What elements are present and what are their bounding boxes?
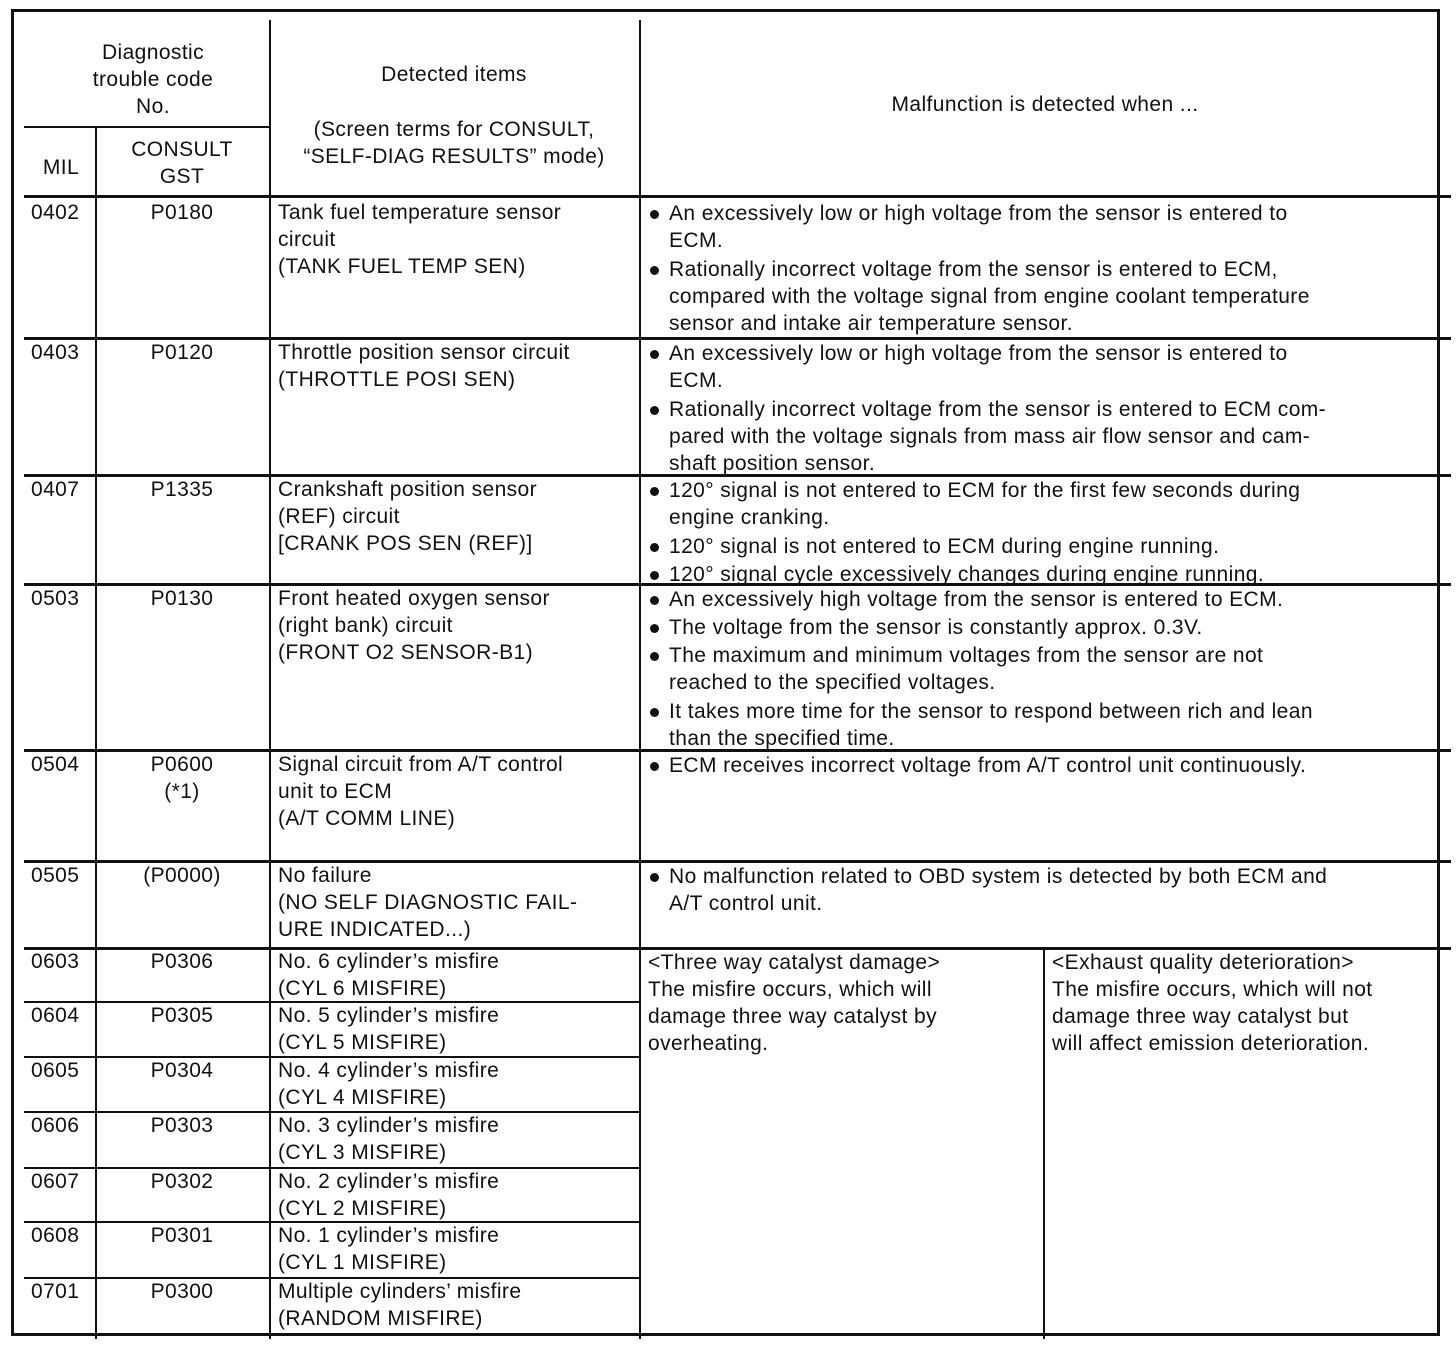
malfunction-condition: ECM receives incorrect voltage from A/T control unit continuously. <box>669 754 1307 777</box>
consult-gst-code: P0304 <box>150 1059 214 1082</box>
detected-item: Tank fuel temperature sensor circuit (TANK FUEL TEMP SEN) <box>278 201 562 278</box>
consult-gst-code: P0600 (*1) <box>150 753 214 803</box>
consult-gst-code: P0301 <box>150 1224 214 1247</box>
consult-gst-code: P0120 <box>150 341 214 364</box>
detected-item: Crankshaft position sensor (REF) circuit [CRANK POS SEN (REF)] <box>278 478 538 555</box>
mil-code: 0504 <box>31 753 80 776</box>
bullet-dot-icon <box>650 708 659 717</box>
detected-item: Multiple cylinders’ misfire (RANDOM MISFIRE) <box>278 1280 522 1330</box>
malfunction-condition: An excessively low or high voltage from the sensor is entered to ECM. <box>669 202 1288 252</box>
malfunction-header: Malfunction is detected when ... <box>891 93 1199 116</box>
malfunction-condition: 120° signal cycle excessively changes during engine running. <box>669 563 1265 586</box>
consult-gst-code: P1335 <box>150 478 214 501</box>
bullet-dot-icon <box>650 406 659 415</box>
mil-gst-divider <box>95 126 97 1339</box>
bullet-dot-icon <box>650 487 659 496</box>
bullet-dot-icon <box>650 350 659 359</box>
consult-gst-code: (P0000) <box>143 864 221 887</box>
consult-gst-code: P0305 <box>150 1004 214 1027</box>
malfunction-column-divider <box>639 20 641 1339</box>
mil-code: 0503 <box>31 587 80 610</box>
malfunction-condition: The voltage from the sensor is constantly approx. 0.3V. <box>669 616 1203 639</box>
detected-item: No. 5 cylinder’s misfire (CYL 5 MISFIRE) <box>278 1004 500 1054</box>
detected-item: Signal circuit from A/T control unit to ECM (A/T COMM LINE) <box>278 753 564 830</box>
mil-code: 0606 <box>31 1114 80 1137</box>
screen-terms-note: (Screen terms for CONSULT, “SELF-DIAG RESULTS” mode) <box>303 118 605 168</box>
bullet-dot-icon <box>650 624 659 633</box>
mil-code: 0608 <box>31 1224 80 1247</box>
mil-code: 0701 <box>31 1280 80 1303</box>
bullet-dot-icon <box>650 543 659 552</box>
detected-item: No. 4 cylinder’s misfire (CYL 4 MISFIRE) <box>278 1059 500 1109</box>
malfunction-condition: It takes more time for the sensor to respond between rich and lean than the specified time. <box>669 700 1313 750</box>
dtc-table <box>11 9 1440 1336</box>
consult-gst-code: P0300 <box>150 1280 214 1303</box>
bullet-dot-icon <box>650 266 659 275</box>
consult-gst-code: P0130 <box>150 587 214 610</box>
bullet-dot-icon <box>650 596 659 605</box>
mil-code: 0407 <box>31 478 80 501</box>
bullet-dot-icon <box>650 762 659 771</box>
bullet-dot-icon <box>650 652 659 661</box>
detected-item: No. 2 cylinder’s misfire (CYL 2 MISFIRE) <box>278 1170 500 1220</box>
bullet-dot-icon <box>650 571 659 580</box>
detected-item: Front heated oxygen sensor (right bank) circuit (FRONT O2 SENSOR-B1) <box>278 587 550 664</box>
detected-items-header: Detected items <box>381 63 527 86</box>
catalyst-damage-note: <Three way catalyst damage> The misfire occurs, which will damage three way catalyst by overheating. <box>648 951 941 1055</box>
malfunction-condition: Rationally incorrect voltage from the sensor is entered to ECM com- pared with the voltage signals from mass air flow sensor and cam- shaft position sensor. <box>669 398 1327 475</box>
mil-code: 0505 <box>31 864 80 887</box>
mil-code: 0604 <box>31 1004 80 1027</box>
detected-item: No. 3 cylinder’s misfire (CYL 3 MISFIRE) <box>278 1114 500 1164</box>
consult-gst-code: P0306 <box>150 950 214 973</box>
detected-item: Throttle position sensor circuit (THROTTLE POSI SEN) <box>278 341 570 391</box>
header-bottom-rule <box>24 195 1451 198</box>
malfunction-condition: The maximum and minimum voltages from the sensor are not reached to the specified voltages. <box>669 644 1264 694</box>
mil-code: 0605 <box>31 1059 80 1082</box>
bullet-dot-icon <box>650 210 659 219</box>
mil-code: 0607 <box>31 1170 80 1193</box>
detected-item: No. 1 cylinder’s misfire (CYL 1 MISFIRE) <box>278 1224 500 1274</box>
malfunction-condition: An excessively low or high voltage from the sensor is entered to ECM. <box>669 342 1288 392</box>
mil-code: 0603 <box>31 950 80 973</box>
consult-gst-code: P0302 <box>150 1170 214 1193</box>
detected-item: No. 6 cylinder’s misfire (CYL 6 MISFIRE) <box>278 950 500 1000</box>
detected-item: No failure (NO SELF DIAGNOSTIC FAIL- URE INDICATED...) <box>278 864 578 941</box>
dtc-header-divider <box>24 126 269 128</box>
consult-gst-code: P0180 <box>150 201 214 224</box>
consult-gst-header: CONSULT GST <box>131 138 233 188</box>
malfunction-condition: An excessively high voltage from the sensor is entered to ECM. <box>669 588 1284 611</box>
consult-gst-code: P0303 <box>150 1114 214 1137</box>
malfunction-condition: No malfunction related to OBD system is detected by both ECM and A/T control unit. <box>669 865 1328 915</box>
misfire-notes-divider <box>1043 947 1045 1339</box>
malfunction-condition: Rationally incorrect voltage from the sensor is entered to ECM, compared with the voltage signal from engine coolant temperature sensor and intake air temperature sensor. <box>669 258 1310 335</box>
bullet-dot-icon <box>650 873 659 882</box>
detected-column-divider <box>269 20 271 1339</box>
mil-header: MIL <box>42 156 80 179</box>
mil-code: 0403 <box>31 341 80 364</box>
mil-code: 0402 <box>31 201 80 224</box>
malfunction-condition: 120° signal is not entered to ECM for the first few seconds during engine cranking. <box>669 479 1301 529</box>
dtc-title: Diagnostic trouble code No. <box>92 41 214 118</box>
exhaust-quality-note: <Exhaust quality deterioration> The misfire occurs, which will not damage three way catalyst but will affect emission deterioration. <box>1052 951 1373 1055</box>
malfunction-condition: 120° signal is not entered to ECM during engine running. <box>669 535 1220 558</box>
